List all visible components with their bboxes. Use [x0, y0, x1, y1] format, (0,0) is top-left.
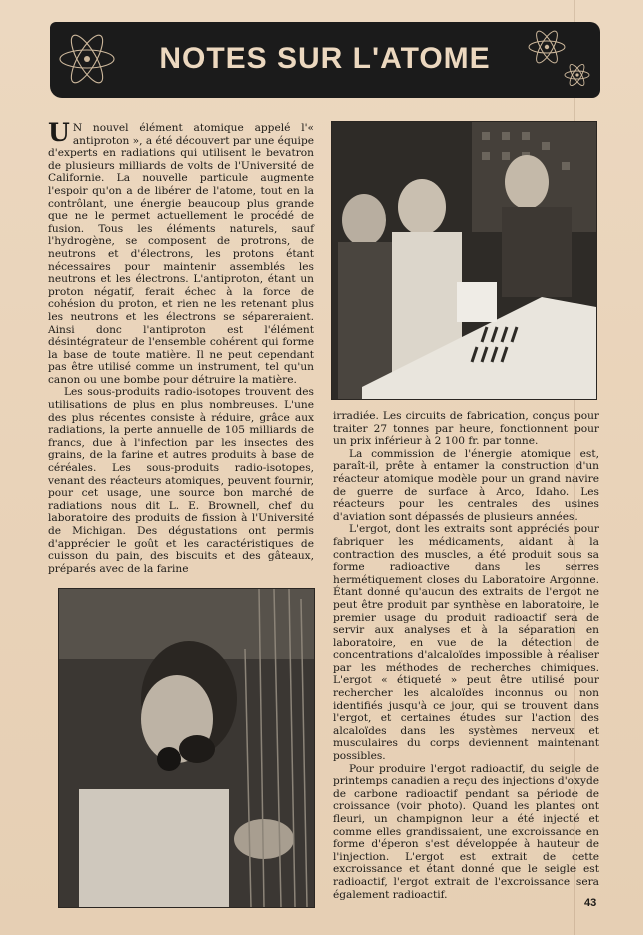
article-paragraph: Les sous-produits radio-isotopes trouvent des utilisations de plus en plus nombreuses. L'une des plus récentes consiste à réduire, grâce aux radiations, la perte annuelle de 105 milliards de francs, due à l'infection par les insectes des grains, de la farine et autres produits à base de céréales. Les sous-produits radio-isotopes, venant des réacteurs atomiques, peuvent fournir, pour cet usage, une source bon marché de radiations nous dit L. E. Brownell, chef du laboratoire des produits de fission à l'Université de Michigan. Des dégustations ont permis d'apprécier le goût et les caractéristiques de cuisson du pain, des biscuits et des gâteaux, préparés avec de la farine — [48, 386, 314, 575]
atom-small-icon — [562, 60, 592, 90]
article-paragraph: irradiée. Les circuits de fabrication, conçus pour traiter 27 tonnes par heure, fonctionnent pour un prix inférieur à 2 100 fr. par tonne. — [333, 410, 599, 448]
article-paragraph: L'ergot, dont les extraits sont appréciés pour fabriquer les médicaments, aidant à la contraction des muscles, a été produit sous sa forme radioactive dans les serres hermétiquement closes du Laboratoire Argonne. Étant donné qu'aucun des extraits de l'ergot ne peut être produit par synthèse en laboratoire, le premier usage du produit radioactif sera de servir aux analyses et à la séparation en laboratoire, en vue de la détection de concentrations d'alcaloïdes impossible à réaliser par les méthodes de recherches chimiques. L'ergot « étiqueté » peut être utilisé pour rechercher les alcaloïdes inconnus ou non identifiés jusqu'à ce jour, qui se trouvent dans l'ergot, et certaines études sur l'action des alcaloïdes dans les systèmes nerveux et musculaires du corps deviennent maintenant possibles. — [333, 523, 599, 763]
photo-scientists — [331, 121, 597, 400]
article-paragraph: U N nouvel élément atomique appelé l'« antiproton », a été découvert par une équipe d'experts en radiations qui utilisent le bevatron de plusieurs milliards de volts de l'Université de Californie. La nouvelle particule augmente l'espoir qu'on a de libérer de l'atome, tout en la contrôlant, une énergie beaucoup plus grande que ne le permet actuellement le procédé de fusion. Tous les éléments naturels, sauf l'hydrogène, se composent de protrons, de neutrons et d'électrons, les protons étant nécessaires pour maintenir assemblés les neutrons et les électrons. L'antiproton, étant un proton négatif, ferait échec à la force de cohésion du proton, et rien ne les retenant plus les neutrons et les électrons se sépareraient. Ainsi donc l'antiproton est l'élément désintégrateur de l'ensemble cohérent qui forme la base de toute matière. Il ne peut cependant pas être utilisé comme un instrument, tel qu'un canon ou une bombe pour détruire la matière. — [48, 118, 314, 386]
page-title: NOTES SUR L'ATOME — [159, 42, 491, 75]
photo-researcher-rye — [58, 588, 315, 908]
page-number: 43 — [584, 897, 597, 909]
article-paragraph: Pour produire l'ergot radioactif, du seigle de printemps canadien a reçu des injections d'oxyde de carbone radioactif pendant sa période de croissance (voir photo). Quand les plantes ont fleuri, un champignon leur a été injecté et comme elles grandissaient, une excroissance en forme d'éperon s'est développée à hauteur de l'injection. L'ergot est extrait de cette excroissance et étant donné que le seigle est radioactif, l'ergot extrait de l'excroissance sera également radioactif. — [333, 762, 599, 901]
title-banner — [50, 22, 600, 98]
researcher-image — [59, 589, 314, 907]
scientists-image — [332, 122, 596, 399]
article-column-left — [48, 118, 314, 575]
article-column-right — [333, 410, 599, 901]
article-paragraph: La commission de l'énergie atomique est, paraît-il, prête à entamer la construction d'un réacteur atomique modèle pour un grand navire de guerre de surface à Arco, Idaho. Les réacteurs pour les centrales des usines d'aviation sont dépassés de plusieurs années. — [333, 447, 599, 523]
drop-cap: U — [48, 118, 70, 147]
